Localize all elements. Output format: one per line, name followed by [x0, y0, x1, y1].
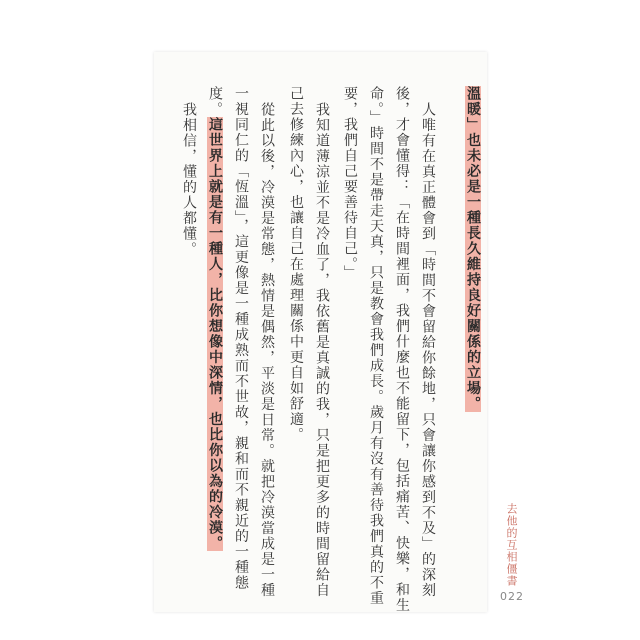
text-column-1	[465, 86, 481, 412]
page-number: 022	[500, 590, 524, 603]
highlighted-text: 溫暖」也未必是一種長久維持良好關係的立場。	[465, 86, 481, 412]
text-column-8: 從此以後，冷漠是常態，熱情是偶然，平淡是日常。就把冷漠當成是一種	[259, 102, 275, 598]
text-column-10	[207, 86, 223, 551]
running-title: 去他的互相僵書	[505, 503, 518, 587]
text-column-7: 己去修練內心，也讓自己在處理關係中更自如舒適。	[288, 86, 304, 443]
text-column-2: 人唯有在真正體會到「時間不會留給你餘地，只會讓你感到不及」的深刻	[420, 102, 436, 598]
text-column-11: 我相信，懂的人都懂。	[181, 102, 197, 257]
text-column-6: 我知道薄涼並不是冷血了，我依舊是真誠的我，只是把更多的時間留給自	[314, 102, 330, 598]
text-column-4: 命。」時間不是帶走天真，只是教會我們成長。歲月有沒有善待我們真的不重	[368, 86, 384, 606]
text-column-3: 後，才會懂得：「在時間裡面，我們什麼也不能留下，包括痛苦、快樂，和生	[394, 86, 410, 613]
text-column-9: 一視同仁的「恆溫」，這更像是一種成熟而不世故，親和而不親近的一種態	[233, 86, 249, 591]
highlighted-text: 這世界上就是有一種人，比你想像中深情，也比你以為的冷漠。	[207, 117, 223, 551]
text-column-5: 要，我們自己要善待自己。」	[342, 86, 358, 281]
column-text: 度。	[207, 86, 223, 117]
